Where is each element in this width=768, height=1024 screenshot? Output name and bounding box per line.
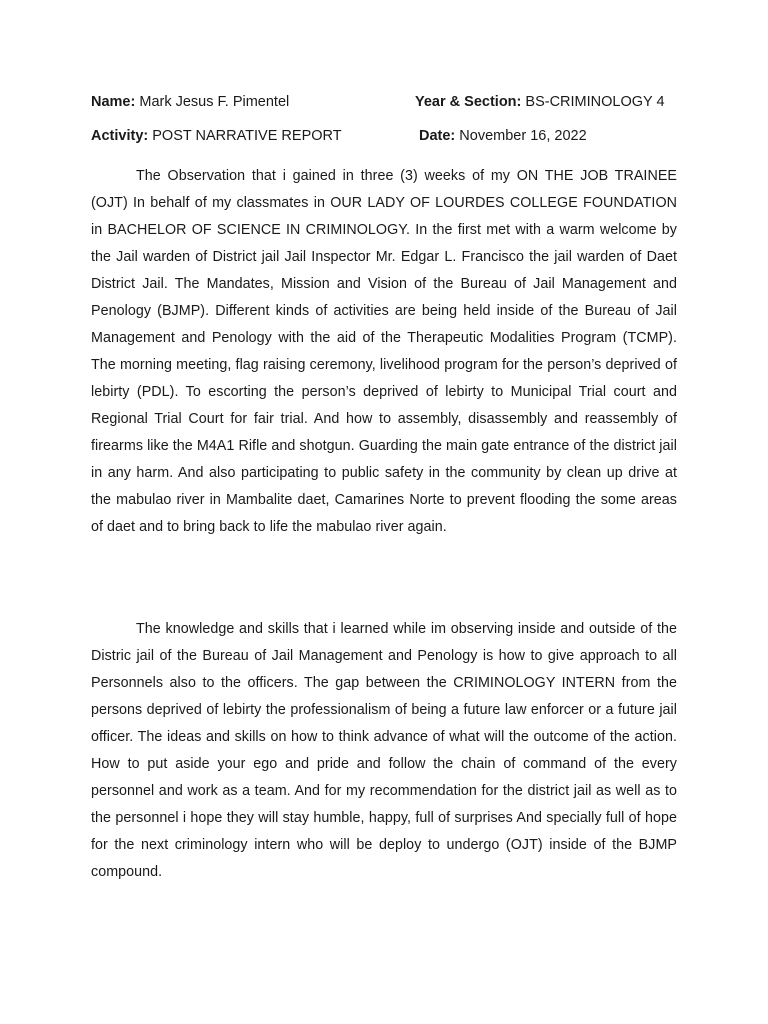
activity-label: Activity: — [91, 128, 149, 144]
body-paragraph-2: The knowledge and skills that i learned while im observing inside and outside of the Distric jail of the Bureau of Jail Management and Penology is how to give approach to all Personnels also to the officers. The gap between the CRIMINOLOGY INTERN from the persons deprived of lebirty the professionalism of being a future law enforcer or a future jail officer. The ideas and skills on how to think advance of what will the outcome of the action. How to put aside your ego and pride and follow the chain of command of the every personnel and work as a team. And for my recommendation for the district jail as well as to the personnel i hope they will stay humble, happy, full of surprises And specially full of hope for the next criminology intern who will be deploy to undergo (OJT) inside of the BJMP compound. — [91, 621, 677, 880]
year-section-field — [415, 93, 665, 111]
year-section-label: Year & Section: — [415, 94, 522, 110]
activity-field — [91, 127, 342, 145]
name-field — [91, 93, 289, 111]
date-label: Date: — [419, 128, 456, 144]
year-section-value: BS-CRIMINOLOGY 4 — [525, 94, 665, 110]
date-field — [419, 127, 587, 145]
date-value: November 16, 2022 — [459, 128, 587, 144]
name-label: Name: — [91, 94, 136, 110]
name-value: Mark Jesus F. Pimentel — [139, 94, 290, 110]
body-paragraph-1: The Observation that i gained in three (3) weeks of my ON THE JOB TRAINEE (OJT) In behalf of my classmates in OUR LADY OF LOURDES COLLEGE FOUNDATION in BACHELOR OF SCIENCE IN CRIMINOLOGY. In the first met with a warm welcome by the Jail warden of District jail Jail Inspector Mr. Edgar L. Francisco the jail warden of Daet District Jail. The Mandates, Mission and Vision of the Bureau of Jail Management and Penology (BJMP). Different kinds of activities are being held inside of the Bureau of Jail Management and Penology with the aid of the Therapeutic Modalities Program (TCMP). The morning meeting, flag raising ceremony, livelihood program for the person’s deprived of lebirty (PDL). To escorting the person’s deprived of lebirty to Municipal Trial court and Regional Trial Court for fair trial. And how to assembly, disassembly and reassembly of firearms like the M4A1 Rifle and shotgun. Guarding the main gate entrance of the district jail in any harm. And also participating to public safety in the community by clean up drive at the mabulao river in Mambalite daet, Camarines Norte to prevent flooding the some areas of daet and to bring back to life the mabulao river again. — [91, 168, 677, 535]
activity-value: POST NARRATIVE REPORT — [152, 128, 342, 144]
